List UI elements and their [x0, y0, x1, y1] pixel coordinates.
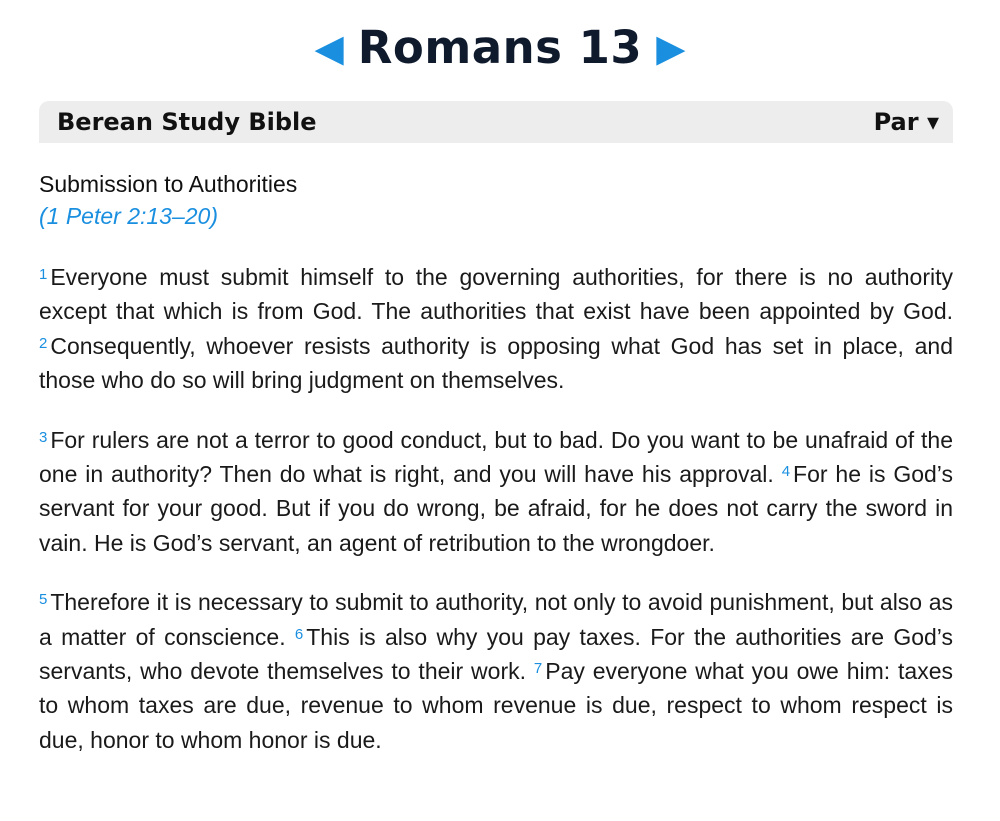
version-name[interactable]: Berean Study Bible: [57, 108, 317, 136]
verse-text: Therefore it is necessary to submit to authority, not only to avoid punishment, but also as a matter of conscience.: [39, 589, 953, 650]
paragraph: [39, 585, 953, 757]
verse-text: Everyone must submit himself to the governing authorities, for there is no authority except that which is from God. The authorities that exist have been appointed by God.: [39, 264, 953, 325]
verse-text: Consequently, whoever resists authority is opposing what God has set in place, and those who do so will bring judgment on themselves.: [39, 332, 953, 394]
verse-number[interactable]: 6: [294, 625, 304, 643]
verse-text: For rulers are not a terror to good conduct, but to bad. Do you want to be unafraid of the one in authority? Then do what is right, and you will have his approval.: [39, 426, 953, 488]
verse-text: For he is God’s servant for your good. But if you do wrong, be afraid, for he does not carry the sword in vain. He is God’s servant, an agent of retribution to the wrongdoer.: [39, 461, 954, 556]
version-bar: [39, 101, 953, 143]
section-heading: Submission to Authorities: [39, 171, 298, 197]
verse-number[interactable]: 7: [533, 660, 543, 678]
cross-reference-link[interactable]: (1 Peter 2:13–20): [39, 203, 219, 229]
verse-text: This is also why you pay taxes. For the authorities are God’s servants, who devote themselves to their work.: [39, 623, 953, 685]
verse-number[interactable]: 3: [39, 428, 48, 446]
verse-number[interactable]: 5: [39, 591, 48, 609]
verse-number[interactable]: 4: [781, 463, 791, 481]
paragraph: [39, 260, 953, 398]
previous-chapter-icon[interactable]: ◀: [314, 26, 344, 70]
verse-text: Pay everyone what you owe him: taxes to whom taxes are due, revenue to whom revenue is due, respect to whom respect is due, honor to whom honor is due.: [39, 658, 954, 753]
paragraph: [39, 423, 953, 561]
chapter-navigation: [0, 18, 1000, 78]
next-chapter-icon[interactable]: ▶: [656, 26, 686, 70]
chapter-content: [39, 168, 953, 782]
chapter-title: Romans 13: [357, 21, 643, 74]
verse-number[interactable]: 1: [39, 266, 48, 283]
parallel-dropdown-button[interactable]: Par ▾: [873, 108, 939, 136]
verse-number[interactable]: 2: [39, 334, 48, 352]
